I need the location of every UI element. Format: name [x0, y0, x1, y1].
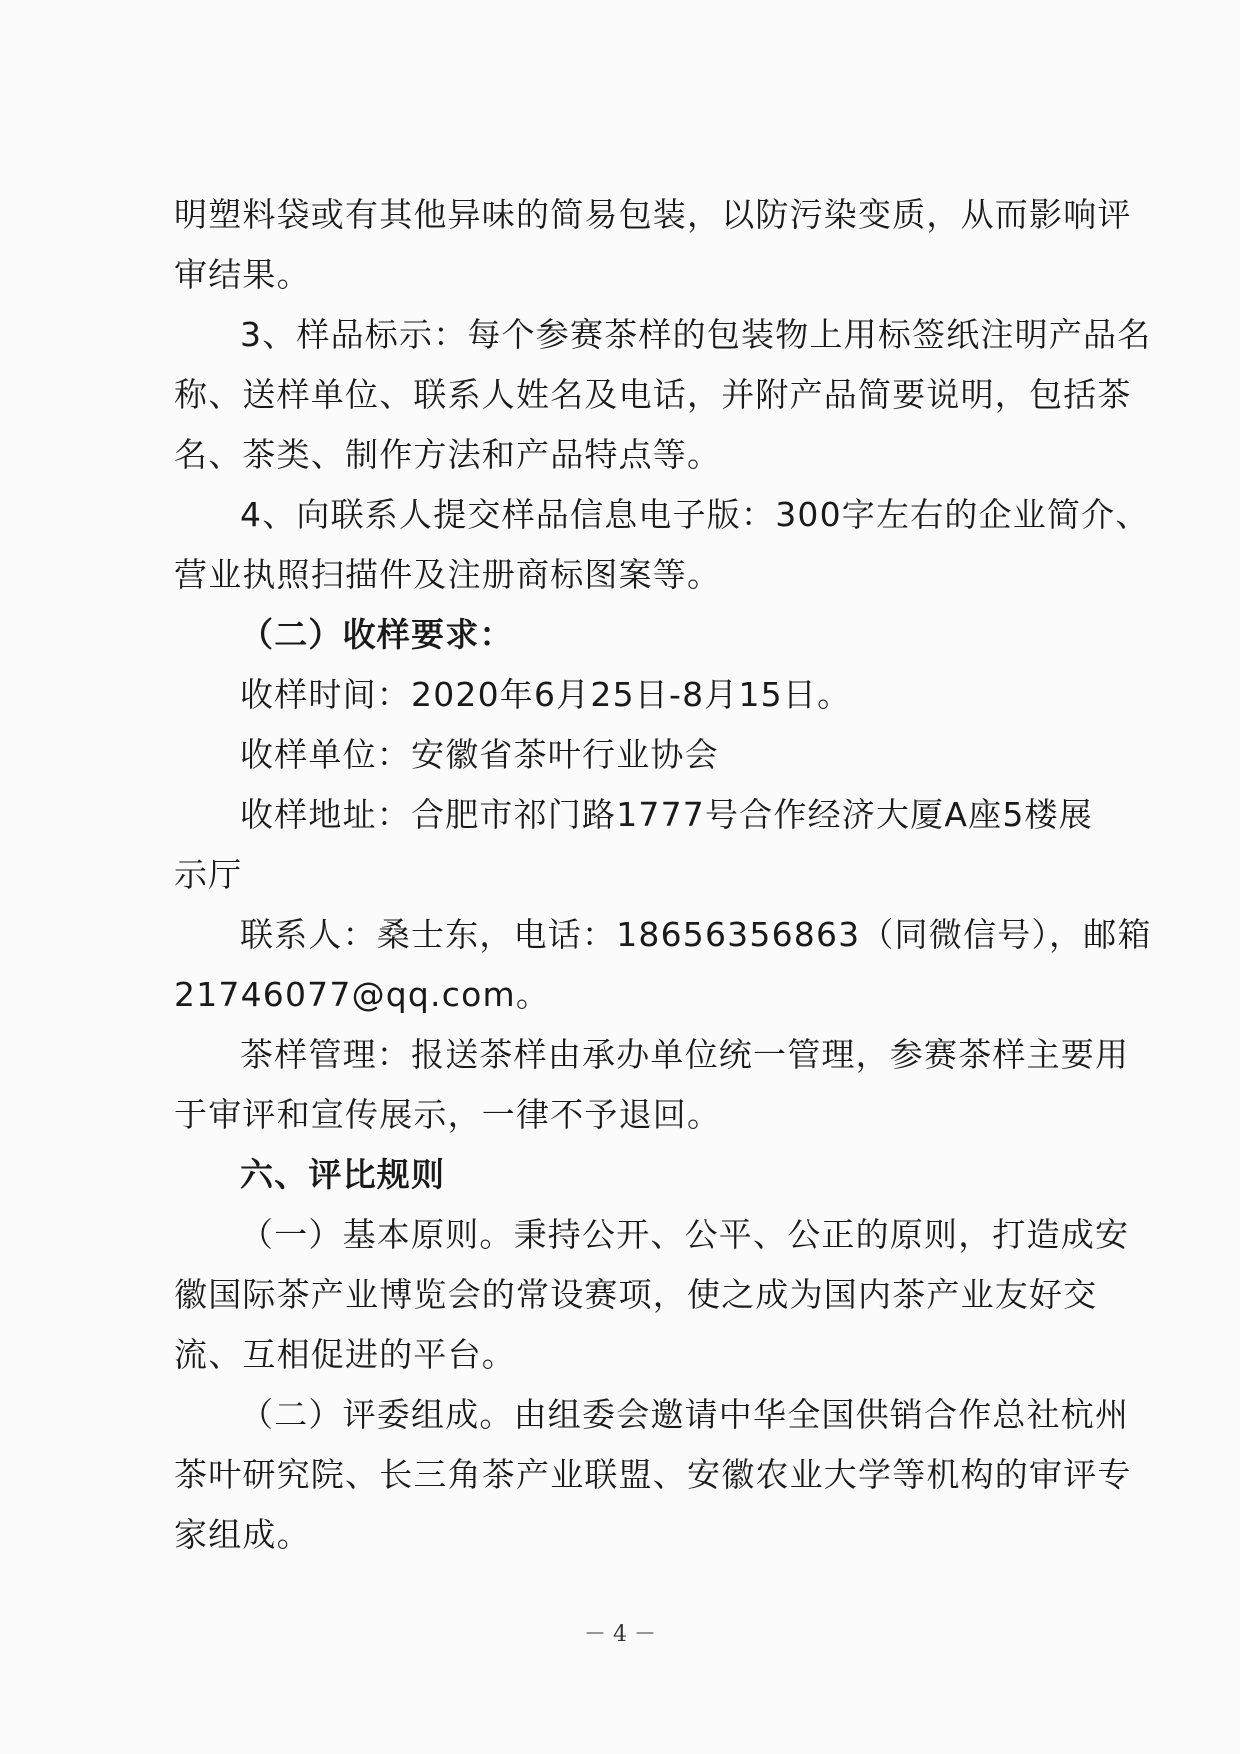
- text-line: （二）收样要求：: [240, 615, 514, 654]
- text-line: 审结果。: [174, 255, 311, 294]
- text-line: 六、评比规则: [240, 1155, 446, 1194]
- text-line: 营业执照扫描件及注册商标图案等。: [174, 555, 722, 594]
- text-line: 联系人：桑士东，电话：18656356863（同微信号），邮箱: [240, 915, 1152, 954]
- text-line: 茶叶研究院、长三角茶产业联盟、安徽农业大学等机构的审评专: [174, 1455, 1132, 1494]
- text-line: 家组成。: [174, 1515, 311, 1554]
- text-line: 称、送样单位、联系人姓名及电话，并附产品简要说明，包括茶: [174, 375, 1132, 414]
- text-line: 21746077@qq.com。: [174, 975, 551, 1014]
- text-line: 3、样品标示：每个参赛茶样的包装物上用标签纸注明产品名: [240, 315, 1152, 354]
- text-line: 流、互相促进的平台。: [174, 1335, 516, 1374]
- text-line: （二）评委组成。由组委会邀请中华全国供销合作总社杭州: [240, 1395, 1130, 1434]
- text-line: 收样时间：2020年6月25日-8月15日。: [240, 675, 852, 714]
- text-line: 收样地址：合肥市祁门路1777号合作经济大厦A座5楼展: [240, 795, 1093, 834]
- text-line: 示厅: [174, 855, 243, 894]
- text-line: 4、向联系人提交样品信息电子版：300字左右的企业简介、: [240, 495, 1150, 534]
- text-line: （一）基本原则。秉持公开、公平、公正的原则，打造成安: [240, 1215, 1130, 1254]
- text-line: 明塑料袋或有其他异味的简易包装，以防污染变质，从而影响评: [174, 195, 1132, 234]
- text-line: 名、茶类、制作方法和产品特点等。: [174, 435, 722, 474]
- page-number: － 4 －: [584, 1622, 656, 1647]
- text-line: 于审评和宣传展示，一律不予退回。: [174, 1095, 722, 1134]
- text-line: 茶样管理：报送茶样由承办单位统一管理，参赛茶样主要用: [240, 1035, 1130, 1074]
- text-line: 收样单位：安徽省茶叶行业协会: [240, 735, 719, 774]
- text-line: 徽国际茶产业博览会的常设赛项，使之成为国内茶产业友好交: [174, 1275, 1098, 1314]
- document-body: [174, 185, 1152, 1565]
